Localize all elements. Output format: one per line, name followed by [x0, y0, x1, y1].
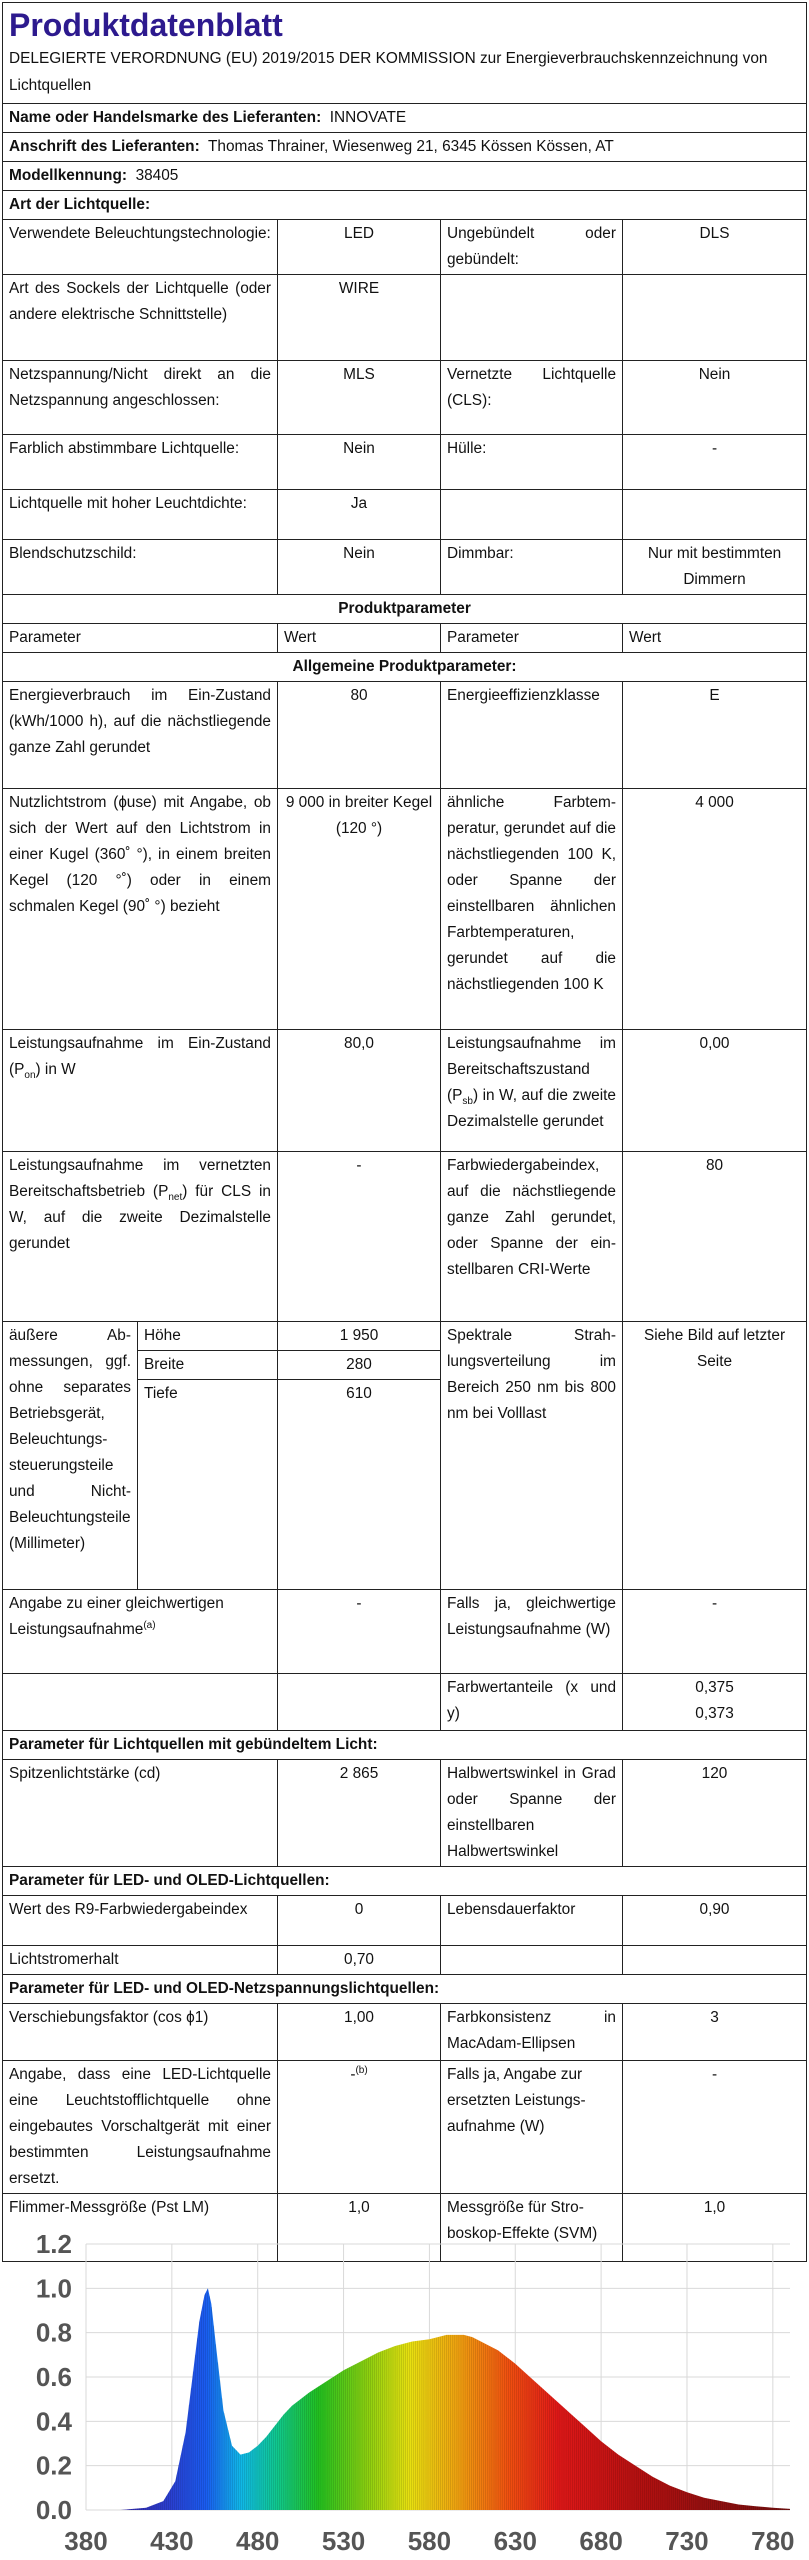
x-tick-label: 380 — [64, 2526, 108, 2556]
macadam-label: Farbkonsistenz in MacAdam-Ellipsen — [441, 2004, 623, 2061]
spectral-distribution-chart — [0, 2232, 809, 2560]
cct-value: 4 000 — [623, 789, 807, 1030]
param-row — [3, 789, 807, 1030]
type-value: WIRE — [278, 275, 441, 361]
type-value-2: Nein — [623, 361, 807, 435]
type-label: Farblich abstimmbare Lichtquelle: — [3, 435, 278, 490]
mains-heading-row — [3, 1975, 807, 2004]
cri-value: 80 — [623, 1152, 807, 1322]
spectral-distribution-label: Spektrale Strahlungsverteilung im Bereich 250 nm bis 800 nm bei Volllast — [441, 1322, 623, 1590]
x-tick-label: 480 — [236, 2526, 280, 2556]
model-row — [3, 162, 807, 191]
peak-intensity-label: Spitzenlichtstärke (cd) — [3, 1760, 278, 1867]
r9-value: 0 — [278, 1896, 441, 1946]
dimension-value: 1 950 — [278, 1322, 441, 1351]
led-heading-row — [3, 1867, 807, 1896]
page-title: Produktdatenblatt — [9, 7, 283, 43]
supplier-address-label: Anschrift des Lieferanten: — [9, 138, 200, 155]
standby-power-label: Leistungsaufnahme im Bereitschaftszustand $(P_{sb})$ in W, auf die zweite Dezimalstelle gerundet — [441, 1030, 623, 1152]
param-row — [3, 2061, 807, 2194]
mains-heading: Parameter für LED- und OLED-Netzspannungslichtquellen: — [3, 1975, 807, 2004]
dimensions-label: äußere Abmessungen, ggf. ohne separates Betriebsgerät, Beleuchtungssteuerungsteile und Nicht-Beleuchtungsteile (Millimeter) — [3, 1322, 138, 1590]
spectral-distribution-value: Siehe Bild auf letzter Seite — [623, 1322, 807, 1590]
lumen-maintenance-value: 0,70 — [278, 1946, 441, 1975]
dimension-key: Breite — [138, 1351, 278, 1380]
on-mode-power-label: Leistungsaufnahme im Ein-Zustand $(P_{on})$ in W — [3, 1030, 278, 1152]
type-value: Ja — [278, 490, 441, 540]
type-row — [3, 490, 807, 540]
header-parameter: Parameter — [3, 624, 278, 653]
energy-class-value: E — [623, 682, 807, 789]
product-parameters-heading: Produktparameter — [3, 595, 807, 624]
type-row — [3, 435, 807, 490]
equivalent-power-label: Angabe zu einer gleichwertigen Leistungsaufnahme$^{(a)}$ — [3, 1590, 278, 1674]
x-tick-label: 680 — [579, 2526, 623, 2556]
type-label: Verwendete Beleuchtungstechnologie: — [3, 220, 278, 275]
model-value: 38405 — [135, 167, 179, 184]
type-value-2 — [623, 275, 807, 361]
type-label-2 — [441, 275, 623, 361]
type-value-2: Nur mit bestimmten Dimmern — [623, 540, 807, 595]
header-value-2: Wert — [623, 624, 807, 653]
networked-standby-label: Leistungsaufnahme im vernetzten Bereitschaftsbetrieb $(P_{net})$ für CLS in W, auf die zweite Dezimalstelle gerundet — [3, 1152, 278, 1322]
standby-power-value: 0,00 — [623, 1030, 807, 1152]
param-row — [3, 1674, 807, 1731]
networked-standby-value: - — [278, 1152, 441, 1322]
type-label: Lichtquelle mit hoher Leuchtdichte: — [3, 490, 278, 540]
beam-angle-value: 120 — [623, 1760, 807, 1867]
chromaticity-x: 0,375 — [695, 1679, 734, 1696]
survival-factor-label: Lebensdauerfaktor — [441, 1896, 623, 1946]
supplier-name-row — [3, 104, 807, 133]
svm-label: Messgröße für Stroboskop-Effekte (SVM) — [441, 2194, 623, 2262]
type-value: Nein — [278, 540, 441, 595]
param-row — [3, 1946, 807, 1975]
datasheet-table — [2, 2, 807, 2262]
type-label-2: Ungebündelt oder gebündelt: — [441, 220, 623, 275]
r9-label: Wert des R9-Farbwiedergabeindex — [3, 1896, 278, 1946]
y-tick-label: 1.0 — [35, 2273, 72, 2304]
supplier-name-label: Name oder Handelsmarke des Lieferanten: — [9, 109, 322, 126]
light-source-type-heading-row — [3, 191, 807, 220]
general-parameters-heading: Allgemeine Produktparameter: — [3, 653, 807, 682]
x-axis-ticks — [64, 2526, 794, 2556]
y-tick-label: 0.4 — [35, 2406, 72, 2437]
type-value: MLS — [278, 361, 441, 435]
equivalent-power-2-label: Falls ja, gleichwertige Leistungsaufnahme (W) — [441, 1590, 623, 1674]
x-tick-label: 630 — [493, 2526, 537, 2556]
energy-consumption-value: 80 — [278, 682, 441, 789]
supplier-name-value: INNOVATE — [329, 109, 407, 126]
regulation-subtitle: DELEGIERTE VERORDNUNG (EU) 2019/2015 DER KOMMISSION zur Energieverbrauchskennzeichnung von Lichtquellen — [9, 50, 768, 94]
column-header-row — [3, 624, 807, 653]
type-label-2: Dimmbar: — [441, 540, 623, 595]
type-value-2 — [623, 490, 807, 540]
on-mode-power-value: 80,0 — [278, 1030, 441, 1152]
energy-consumption-label: Energieverbrauch im Ein-Zustand (kWh/1000 h), auf die nächstliegende ganze Zahl gerundet — [3, 682, 278, 789]
equivalent-power-value: - — [278, 1590, 441, 1674]
replacement-power-value: - — [623, 2061, 807, 2194]
flicker-value: 1,0 — [278, 2194, 441, 2262]
param-row — [3, 2004, 807, 2061]
type-value-2: - — [623, 435, 807, 490]
y-axis-ticks — [36, 2232, 73, 2525]
directional-heading-row — [3, 1731, 807, 1760]
param-row — [3, 1152, 807, 1322]
y-tick-label: 0.8 — [35, 2317, 72, 2348]
type-label-2: Hülle: — [441, 435, 623, 490]
param-row — [3, 1760, 807, 1867]
dimension-value: 610 — [278, 1380, 441, 1590]
chromaticity-y: 0,373 — [695, 1705, 734, 1722]
y-tick-label: 1.2 — [35, 2232, 72, 2259]
x-tick-label: 530 — [321, 2526, 366, 2556]
x-tick-label: 730 — [665, 2526, 709, 2556]
x-tick-label: 780 — [751, 2526, 795, 2556]
replacement-value: -$^{(b)}$ — [278, 2061, 441, 2194]
directional-heading: Parameter für Lichtquellen mit gebündeltem Licht: — [3, 1731, 807, 1760]
luminous-flux-label: Nutzlichtstrom (ɸuse) mit Angabe, ob sich der Wert auf den Lichtstrom in einer Kugel (360˚ °), in einem breiten Kegel (120 °˚) oder in einem schmalen Kegel (90˚ °) bezieht — [3, 789, 278, 1030]
type-row — [3, 275, 807, 361]
chromaticity-value — [623, 1674, 807, 1731]
type-value: LED — [278, 220, 441, 275]
param-row — [3, 1896, 807, 1946]
replacement-label: Angabe, dass eine LED-Lichtquelle eine Leuchtstofflichtquelle ohne eingebautes Vorschaltgerät mit einer bestimmten Leistungsaufnahme ersetzt. — [3, 2061, 278, 2194]
type-value-2: DLS — [623, 220, 807, 275]
cct-label: ähnliche Farbtemperatur, gerundet auf die nächstliegenden 100 K, oder Spanne der einstellbaren ähnlichen Farbtemperaturen, gerundet auf die nächstliegenden 100 K — [441, 789, 623, 1030]
model-label: Modellkennung: — [9, 167, 127, 184]
type-label-2 — [441, 490, 623, 540]
param-row — [3, 1590, 807, 1674]
power-factor-label: Verschiebungsfaktor (cos ϕ1) — [3, 2004, 278, 2061]
product-parameters-heading-row — [3, 595, 807, 624]
type-value: Nein — [278, 435, 441, 490]
type-row — [3, 361, 807, 435]
replacement-power-label: Falls ja, Angabe zur ersetzten Leistungsaufnahme (W) — [441, 2061, 623, 2194]
beam-angle-label: Halbwertswinkel in Grad oder Spanne der einstellbaren Halbwertswinkel — [441, 1760, 623, 1867]
y-tick-label: 0.2 — [35, 2450, 72, 2481]
supplier-address-value: Thomas Thrainer, Wiesenweg 21, 6345 Kössen Kössen, AT — [208, 138, 614, 155]
dimensions-row — [3, 1322, 807, 1351]
power-factor-value: 1,00 — [278, 2004, 441, 2061]
dimension-key: Tiefe — [138, 1380, 278, 1590]
peak-intensity-value: 2 865 — [278, 1760, 441, 1867]
svm-value: 1,0 — [623, 2194, 807, 2262]
y-tick-label: 0.0 — [35, 2495, 72, 2525]
light-source-type-heading: Art der Lichtquelle: — [3, 191, 807, 220]
type-label: Blendschutzschild: — [3, 540, 278, 595]
chromaticity-label: Farbwertanteile (x und y) — [441, 1674, 623, 1731]
type-label: Art des Sockels der Lichtquelle (oder andere elektrische Schnittstelle) — [3, 275, 278, 361]
type-label-2: Vernetzte Lichtquelle (CLS): — [441, 361, 623, 435]
supplier-address-row — [3, 133, 807, 162]
param-row — [3, 1030, 807, 1152]
luminous-flux-value: 9 000 in breiter Kegel (120 °) — [278, 789, 441, 1030]
equivalent-power-2-value: - — [623, 1590, 807, 1674]
type-row — [3, 220, 807, 275]
param-row — [3, 682, 807, 789]
type-row — [3, 540, 807, 595]
y-tick-label: 0.6 — [35, 2362, 72, 2392]
dimension-key: Höhe — [138, 1322, 278, 1351]
type-label: Netzspannung/Nicht direkt an die Netzspannung angeschlossen: — [3, 361, 278, 435]
lumen-maintenance-label: Lichtstromerhalt — [3, 1946, 278, 1975]
energy-class-label: Energieeffizienzklasse — [441, 682, 623, 789]
x-tick-label: 580 — [407, 2526, 452, 2556]
header-value: Wert — [278, 624, 441, 653]
macadam-value: 3 — [623, 2004, 807, 2061]
dimension-value: 280 — [278, 1351, 441, 1380]
header-parameter-2: Parameter — [441, 624, 623, 653]
led-heading: Parameter für LED- und OLED-Lichtquellen: — [3, 1867, 807, 1896]
x-tick-label: 430 — [150, 2526, 194, 2556]
general-parameters-heading-row — [3, 653, 807, 682]
survival-factor-value: 0,90 — [623, 1896, 807, 1946]
cri-label: Farbwiedergabeindex, auf die nächstliegende ganze Zahl gerundet, oder Spanne der einstellbaren CRI-Werte — [441, 1152, 623, 1322]
datasheet — [2, 2, 806, 2262]
flicker-label: Flimmer-Messgröße (Pst LM) — [3, 2194, 278, 2262]
